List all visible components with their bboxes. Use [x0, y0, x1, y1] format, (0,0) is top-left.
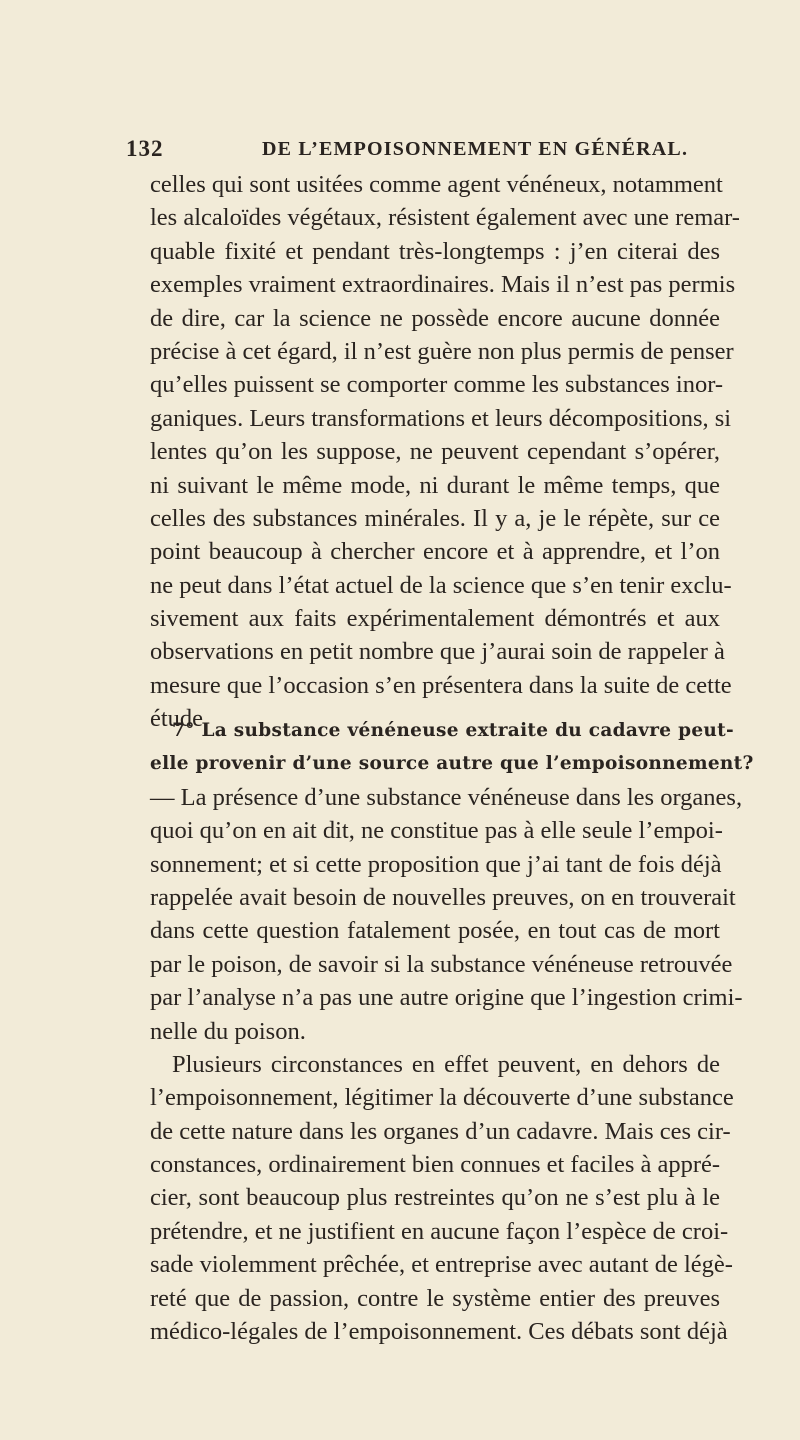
text-line: dans cette question fatalement posée, en tout cas de mort [150, 917, 720, 945]
text-line: ni suivant le même mode, ni durant le même temps, que [150, 471, 720, 499]
text-line: — La présence d’une substance vénéneuse dans les organes, [150, 783, 743, 811]
page-number: 132 [126, 136, 164, 161]
text-line: mesure que l’occasion s’en présentera dans la suite de cette [150, 671, 732, 699]
text-line: constances, ordinairement bien connues et faciles à appré- [150, 1151, 721, 1179]
text-line: ne peut dans l’état actuel de la science que s’en tenir exclu- [150, 571, 732, 599]
text-line: cier, sont beaucoup plus restreintes qu’on ne s’est plu à le [150, 1184, 720, 1212]
text-line: ganiques. Leurs transformations et leurs décompositions, si [150, 404, 732, 432]
text-line: celles qui sont usitées comme agent vénéneux, notamment [150, 171, 723, 198]
text-line: étude. [150, 705, 210, 733]
text-line: Plusieurs circonstances en effet peuvent, en dehors de [172, 1050, 720, 1078]
text-line: prétendre, et ne justifient en aucune façon l’espèce de croi- [150, 1217, 729, 1245]
text-line: quoi qu’on en ait dit, ne constitue pas à elle seule l’empoi- [150, 817, 723, 845]
text-line: par le poison, de savoir si la substance vénéneuse retrouvée [150, 950, 733, 978]
text-line: nelle du poison. [150, 1017, 306, 1045]
text-line: par l’analyse n’a pas une autre origine que l’ingestion crimi- [150, 984, 743, 1012]
running-header [126, 136, 720, 166]
paragraph-1 [150, 168, 740, 736]
text-line: sade violemment prêchée, et entreprise avec autant de légè- [150, 1251, 733, 1279]
section-heading-line: 7° La substance vénéneuse extraite du cadavre peut- [172, 720, 734, 741]
text-line: précise à cet égard, il n’est guère non plus permis de penser [150, 337, 734, 365]
text-line: celles des substances minérales. Il y a, je le répète, sur ce [150, 504, 720, 532]
text-line: l’empoisonnement, légitimer la découverte d’une substance [150, 1084, 734, 1112]
text-line: reté que de passion, contre le système entier des preuves [150, 1284, 720, 1312]
text-line: observations en petit nombre que j’aurai soin de rappeler à [150, 638, 725, 666]
text-line: de cette nature dans les organes d’un cadavre. Mais ces cir- [150, 1117, 731, 1145]
text-line: médico-légales de l’empoisonnement. Ces débats sont déjà [150, 1318, 728, 1346]
running-title: DE L’EMPOISONNEMENT EN GÉNÉRAL. [262, 138, 689, 160]
text-line: rappelée avait besoin de nouvelles preuves, on en trouverait [150, 883, 736, 911]
text-line: sivement aux faits expérimentalement démontrés et aux [150, 605, 720, 633]
text-line: de dire, car la science ne possède encore aucune donnée [150, 304, 720, 332]
text-line: sonnement; et si cette proposition que j’ai tant de fois déjà [150, 850, 722, 878]
text-line: quable fixité et pendant très-longtemps : j’en citerai des [150, 237, 720, 265]
text-line: lentes qu’on les suppose, ne peuvent cependant s’opérer, [150, 438, 720, 466]
section-heading-line: elle provenir d’une source autre que l’empoisonnement? [150, 753, 754, 775]
section-7 [150, 714, 754, 1348]
text-line: les alcaloïdes végétaux, résistent également avec une remar- [150, 204, 740, 232]
text-line: point beaucoup à chercher encore et à apprendre, et l’on [150, 538, 720, 566]
text-line: exemples vraiment extraordinaires. Mais il n’est pas permis [150, 271, 736, 299]
text-line: qu’elles puissent se comporter comme les substances inor- [150, 371, 724, 399]
